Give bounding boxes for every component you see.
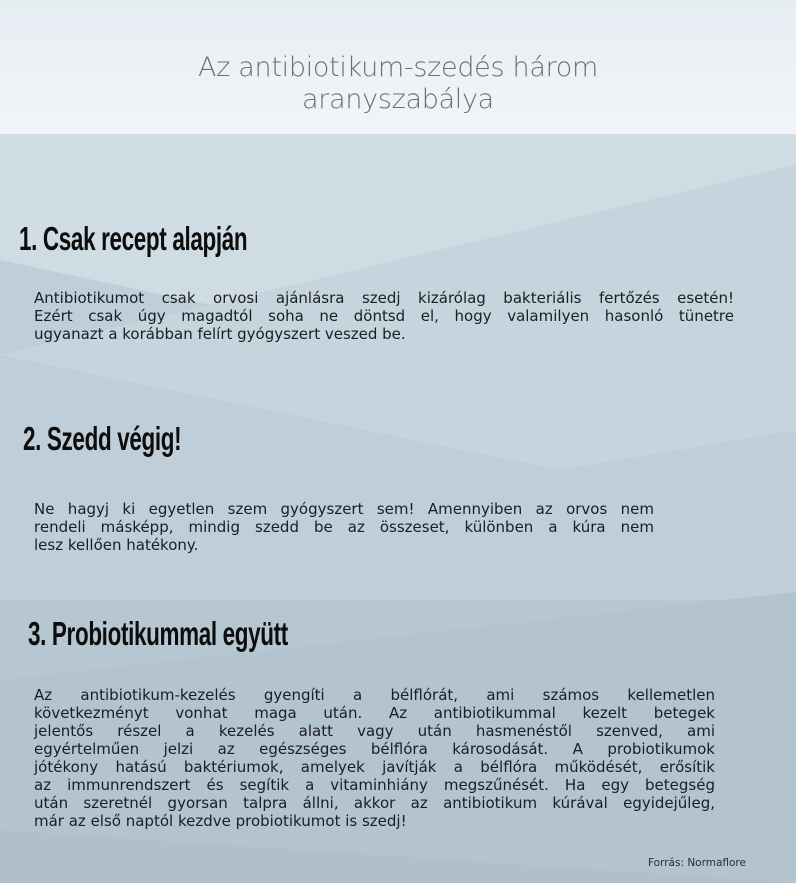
text-line: az immunrendszert és segítik a vitaminhiány megszűnését. Ha egy betegség [34, 776, 715, 794]
source-credit: Forrás: Normaflore [648, 857, 746, 869]
title-line-2: aranyszabálya [302, 84, 494, 115]
text-line: Ne hagyj ki egyetlen szem gyógyszert sem! Amennyiben az orvos nem [34, 500, 654, 518]
title-banner [0, 0, 796, 134]
text-line: rendeli másképp, mindig szedd be az összeset, különben a kúra nem [34, 518, 654, 536]
text-line: jótékony hatású baktériumok, amelyek javítják a bélflóra működését, erősítik [34, 758, 715, 776]
text-line: után szeretnél gyorsan talpra állni, akkor az antibiotikum kúrával egyidejűleg, [34, 794, 715, 812]
text-line: ugyanazt a korábban felírt gyógyszert veszed be. [34, 325, 406, 343]
text-line: egyértelműen jelzi az egészséges bélflóra károsodását. A probiotikumok [34, 740, 715, 758]
section-3-heading: 3. Probiotikummal együtt [28, 615, 288, 652]
text-line: Antibiotikumot csak orvosi ajánlásra szedj kizárólag bakteriális fertőzés esetén! [34, 289, 734, 307]
title-line-1: Az antibiotikum-szedés három [197, 52, 598, 83]
text-line: lesz kellően hatékony. [34, 536, 199, 554]
text-line: már az első naptól kezdve probiotikumot is szedj! [34, 812, 407, 830]
text-line: Az antibiotikum-kezelés gyengíti a bélflórát, ami számos kellemetlen [34, 686, 715, 704]
section-2-text [34, 500, 654, 554]
section-2-heading: 2. Szedd végig! [23, 420, 182, 457]
section-3-text [34, 686, 715, 830]
section-1-text [34, 289, 734, 343]
text-line: jelentős részel a kezelés alatt vagy után hasmenéstől szenved, ami [34, 722, 715, 740]
text-line: következményt vonhat maga után. Az antibiotikummal kezelt betegek [34, 704, 715, 722]
text-line: Ezért csak úgy magadtól soha ne döntsd el, hogy valamilyen hasonló tünetre [34, 307, 734, 325]
page-title [0, 52, 796, 116]
section-1-heading: 1. Csak recept alapján [19, 220, 248, 257]
